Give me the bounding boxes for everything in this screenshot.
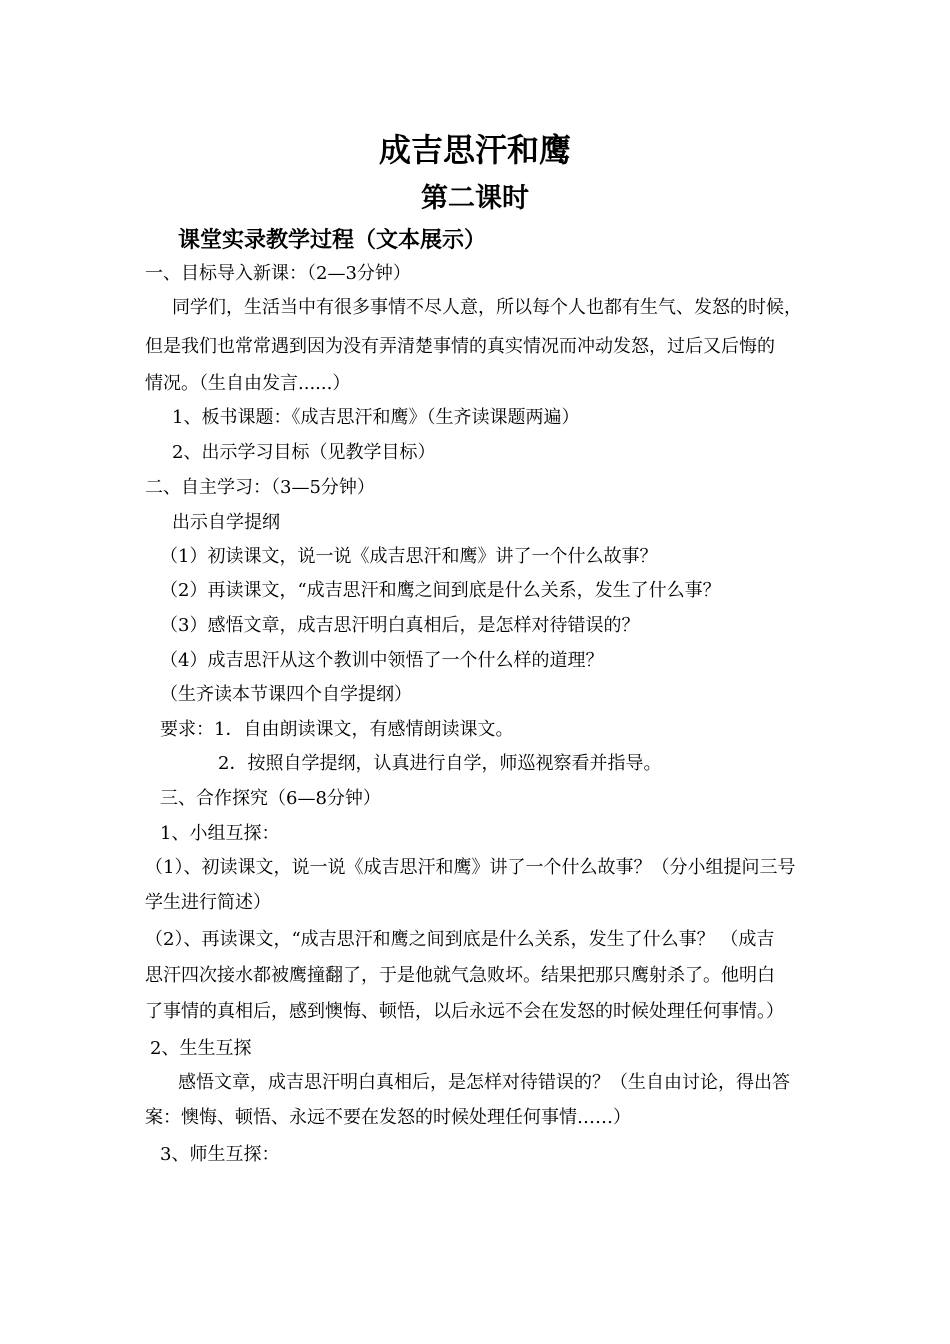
text-line: （1）、初读课文，说一说《成吉思汗和鹰》讲了一个什么故事？（分小组提问三号 — [145, 857, 796, 878]
document-title: 成吉思汗和鹰 — [378, 131, 571, 169]
text-line: 1、小组互探： — [160, 823, 280, 844]
text-line: 出示自学提纲 — [172, 512, 280, 533]
text-line: 思汗四次接水都被鹰撞翻了，于是他就气急败坏。结果把那只鹰射杀了。他明白 — [145, 965, 775, 986]
text-line: 三、合作探究（6—8分钟） — [160, 788, 381, 809]
text-line: 情况。（生自由发言......） — [145, 373, 351, 394]
text-line: （4）成吉思汗从这个教训中领悟了一个什么样的道理？ — [160, 650, 604, 671]
text-line: 同学们，生活当中有很多事情不尽人意，所以每个人也都有生气、发怒的时候， — [172, 297, 802, 318]
text-line: （1）初读课文，说一说《成吉思汗和鹰》讲了一个什么故事？ — [160, 546, 658, 567]
text-line: 二、自主学习：（3—5分钟） — [145, 477, 375, 498]
text-line: 1、板书课题：《成吉思汗和鹰》（生齐读课题两遍） — [172, 407, 580, 428]
text-line: 2．按照自学提纲，认真进行自学，师巡视察看并指导。 — [218, 753, 662, 774]
text-line: 了事情的真相后，感到懊悔、顿悟，以后永远不会在发怒的时候处理任何事情。） — [145, 1001, 784, 1022]
text-line: （2）再读课文，“成吉思汗和鹰之间到底是什么关系，发生了什么事？ — [160, 580, 721, 601]
text-line: （2）、再读课文，“成吉思汗和鹰之间到底是什么关系，发生了什么事？ （成吉 — [145, 929, 775, 950]
text-line: 但是我们也常常遇到因为没有弄清楚事情的真实情况而冲动发怒，过后又后悔的 — [145, 336, 775, 357]
text-line: 2、生生互探 — [150, 1038, 252, 1059]
text-line: 2、出示学习目标（见教学目标） — [172, 442, 436, 463]
text-line: 感悟文章，成吉思汗明白真相后，是怎样对待错误的？（生自由讨论，得出答 — [178, 1072, 790, 1093]
document-subtitle: 第二课时 — [421, 183, 529, 214]
text-line: （3）感悟文章，成吉思汗明白真相后，是怎样对待错误的？ — [160, 615, 640, 636]
text-line: 3、师生互探： — [160, 1144, 280, 1165]
text-line: （生齐读本节课四个自学提纲） — [160, 684, 412, 705]
text-line: 一、目标导入新课：（2—3分钟） — [145, 263, 411, 284]
text-line: 学生进行简述） — [145, 892, 271, 913]
text-line: 要求：1．自由朗读课文，有感情朗读课文。 — [160, 719, 514, 740]
section-heading: 课堂实录教学过程（文本展示） — [178, 227, 487, 253]
text-line: 案：懊悔、顿悟、永远不要在发怒的时候处理任何事情……） — [145, 1107, 631, 1128]
